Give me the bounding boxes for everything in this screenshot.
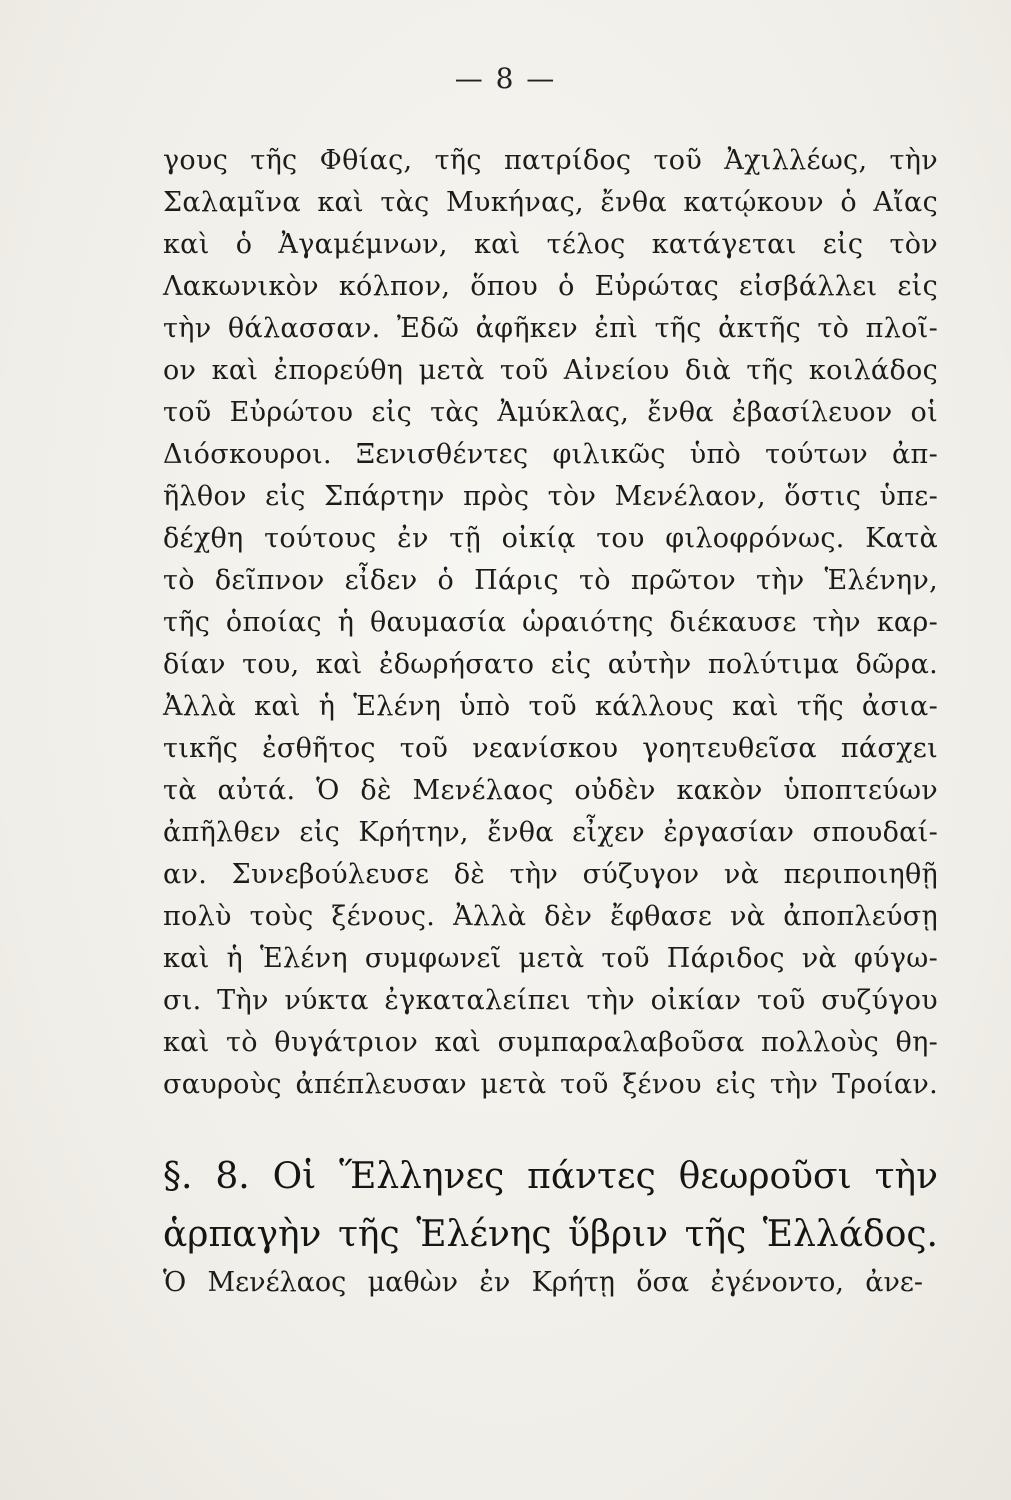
text-line: καὶ ἡ Ἑλένη συμφωνεῖ μετὰ τοῦ Πάριδος νὰ φύγω- (163, 943, 938, 974)
text-line: ον καὶ ἐπορεύθη μετὰ τοῦ Αἰνείου διὰ τῆς κοιλάδος (163, 355, 938, 386)
text-line: ἀπῆλθεν εἰς Κρήτην, ἔνθα εἶχεν ἐργασίαν σπουδαί- (163, 817, 938, 848)
section-first-line: Ὁ Μενέλαος μαθὼν ἐν Κρήτῃ ὅσα ἐγένοντο, ἀνε- (163, 1267, 923, 1298)
text-line: τὸ δεῖπνον εἶδεν ὁ Πάρις τὸ πρῶτον τὴν Ἑλένην, (163, 565, 938, 596)
text-line: πολὺ τοὺς ξένους. Ἀλλὰ δὲν ἔφθασε νὰ ἀποπλεύσῃ (163, 901, 938, 932)
section-heading (163, 1148, 938, 1264)
body-text (163, 140, 938, 1106)
text-line: Λακωνικὸν κόλπον, ὅπου ὁ Εὐρώτας εἰσβάλλει εἰς (163, 271, 938, 302)
text-line: τικῆς ἐσθῆτος τοῦ νεανίσκου γοητευθεῖσα πάσχει (163, 733, 938, 764)
text-line: καὶ ὁ Ἀγαμέμνων, καὶ τέλος κατάγεται εἰς τὸν (163, 229, 938, 260)
page-number: — 8 — (454, 62, 557, 95)
text-line: τῆς ὁποίας ἡ θαυμασία ὡραιότης διέκαυσε τὴν καρ- (163, 607, 938, 638)
text-line: Σαλαμῖνα καὶ τὰς Μυκήνας, ἔνθα κατῴκουν ὁ Αἴας (163, 187, 938, 218)
text-line: σι. Τὴν νύκτα ἐγκαταλείπει τὴν οἰκίαν τοῦ συζύγου (163, 985, 938, 1016)
text-line: γους τῆς Φθίας, τῆς πατρίδος τοῦ Ἀχιλλέως, τὴν (163, 145, 938, 176)
text-line: σαυροὺς ἀπέπλευσαν μετὰ τοῦ ξένου εἰς τὴν Τροίαν. (163, 1069, 938, 1100)
text-line: δίαν του, καὶ ἐδωρήσατο εἰς αὐτὴν πολύτιμα δῶρα. (163, 649, 938, 680)
text-line: τοῦ Εὐρώτου εἰς τὰς Ἀμύκλας, ἔνθα ἐβασίλευον οἱ (163, 397, 938, 428)
text-line: Διόσκουροι. Ξενισθέντες φιλικῶς ὑπὸ τούτων ἀπ- (163, 439, 938, 470)
text-line: Ἀλλὰ καὶ ἡ Ἑλένη ὑπὸ τοῦ κάλλους καὶ τῆς ἀσια- (163, 691, 938, 722)
text-line: ῆλθον εἰς Σπάρτην πρὸς τὸν Μενέλαον, ὅστις ὑπε- (163, 481, 938, 512)
section-heading-line-2: ἁρπαγὴν τῆς Ἑλένης ὕβριν τῆς Ἑλλάδος. (163, 1214, 938, 1255)
text-line: δέχθη τούτους ἐν τῇ οἰκίᾳ του φιλοφρόνως. Κατὰ (163, 523, 938, 554)
text-line: καὶ τὸ θυγάτριον καὶ συμπαραλαβοῦσα πολλοὺς θη- (163, 1027, 938, 1058)
text-line: αν. Συνεβούλευσε δὲ τὴν σύζυγον νὰ περιποιηθῇ (163, 859, 938, 890)
section-heading-line-1: §. 8. Οἱ Ἕλληνες πάντες θεωροῦσι τὴν (163, 1156, 938, 1197)
text-line: τὴν θάλασσαν. Ἐδῶ ἀφῆκεν ἐπὶ τῆς ἀκτῆς τὸ πλοῖ- (163, 313, 938, 344)
text-line: τὰ αὐτά. Ὁ δὲ Μενέλαος οὐδὲν κακὸν ὑποπτεύων (163, 775, 938, 806)
